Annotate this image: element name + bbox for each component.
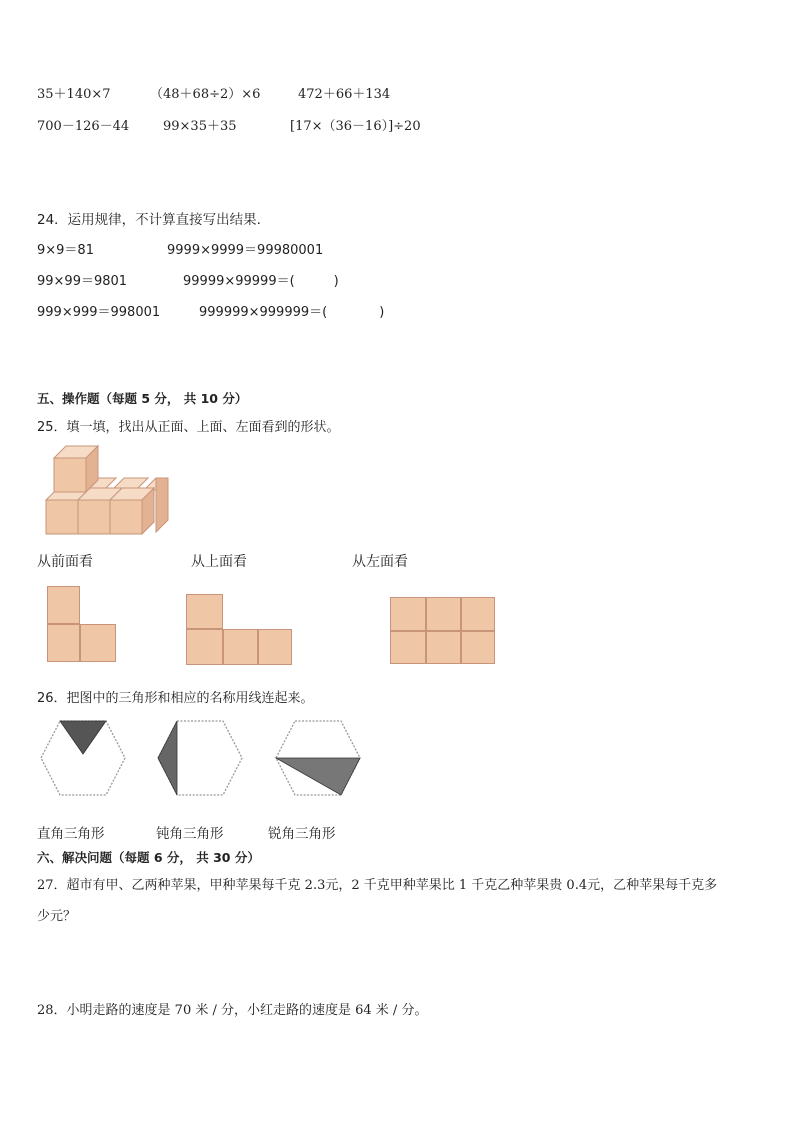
q24-line1-b: 9999×9999＝99980001	[167, 243, 324, 258]
view-label-front: 从前面看	[37, 554, 93, 570]
expr-4: 700－126－44	[37, 119, 130, 134]
section5-title: 五、操作题（每题 5 分， 共 10 分）	[37, 391, 248, 406]
q25-title: 25．填一填，找出从正面、上面、左面看到的形状。	[37, 420, 340, 435]
name-acute-triangle: 锐角三角形	[268, 826, 336, 842]
expr-3: 472＋66＋134	[298, 87, 391, 102]
name-obtuse-triangle: 钝角三角形	[156, 826, 224, 842]
name-right-triangle: 直角三角形	[37, 826, 105, 842]
view-label-top: 从上面看	[191, 554, 247, 570]
view-label-left: 从左面看	[352, 554, 408, 570]
q24-line1-a: 9×9＝81	[37, 243, 94, 258]
front-view-figure	[47, 586, 117, 663]
q24-line2-a: 99×99＝9801	[37, 274, 128, 289]
expr-5: 99×35＋35	[163, 119, 237, 134]
hexagon-1	[38, 718, 128, 798]
top-view-figure	[186, 594, 294, 666]
q26-title: 26．把图中的三角形和相应的名称用线连起来。	[37, 691, 314, 706]
q24-line3-a: 999×999＝998001	[37, 305, 161, 320]
section6-title: 六、解决问题（每题 6 分， 共 30 分）	[37, 850, 260, 865]
expr-6: [17×（36－16）]÷20	[290, 119, 421, 134]
q24-title: 24．运用规律，不计算直接写出结果.	[37, 212, 261, 228]
hexagon-2	[155, 718, 245, 798]
q28-text: 28．小明走路的速度是 70 米 / 分，小红走路的速度是 64 米 / 分。	[37, 1003, 428, 1018]
left-view-figure	[390, 597, 496, 665]
hexagon-3	[273, 718, 363, 798]
expr-1: 35＋140×7	[37, 87, 111, 102]
cube-stack-figure	[40, 440, 175, 540]
q24-line2-b: 99999×99999＝( )	[183, 274, 339, 289]
q27-line2: 少元？	[37, 909, 77, 924]
q24-line3-b: 999999×999999＝( )	[199, 305, 385, 320]
expr-2: （48＋68÷2）×6	[150, 87, 261, 102]
q27-line1: 27．超市有甲、乙两种苹果，甲种苹果每千克 2.3元，2 千克甲种苹果比 1 千克乙种苹果贵 0.4元，乙种苹果每千克多	[37, 878, 718, 893]
